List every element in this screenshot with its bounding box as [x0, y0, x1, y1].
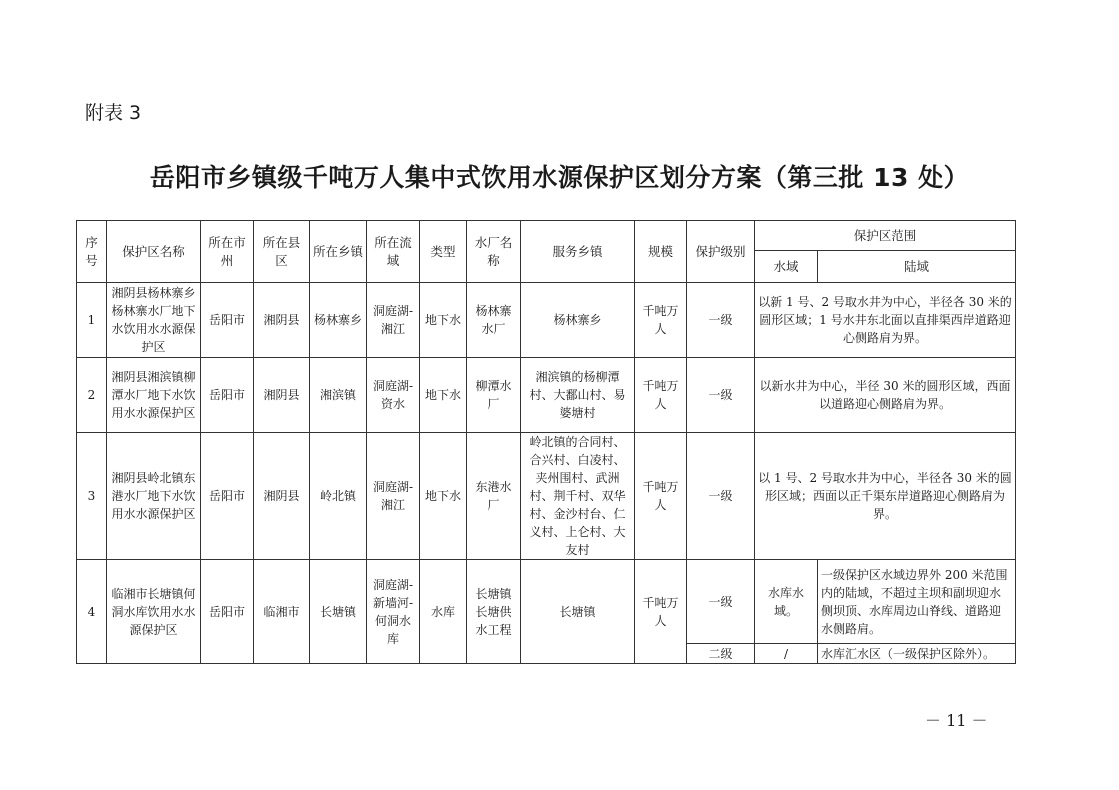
header-county: 所在县区: [254, 221, 310, 283]
cell-town: 岭北镇: [310, 433, 367, 560]
page-number: － 11 －: [925, 711, 988, 730]
cell-basin: 洞庭湖-湘江: [367, 283, 420, 358]
cell-county: 湘阴县: [254, 358, 310, 433]
cell-scale: 千吨万人: [635, 358, 687, 433]
cell-level: 一级: [687, 560, 755, 644]
cell-town: 湘滨镇: [310, 358, 367, 433]
protection-zone-table: [76, 220, 1016, 664]
cell-city: 岳阳市: [201, 283, 254, 358]
header-city: 所在市州: [201, 221, 254, 283]
header-seq: 序号: [77, 221, 107, 283]
header-row-1: [77, 221, 1016, 251]
cell-seq: 3: [77, 433, 107, 560]
cell-land: 一级保护区水域边界外 200 米范围内的陆域，不超过主坝和副坝迎水侧坝顶、水库周边山脊线、道路迎水侧路肩。: [818, 560, 1016, 644]
table-row: [77, 433, 1016, 560]
cell-county: 湘阴县: [254, 433, 310, 560]
cell-type: 地下水: [420, 283, 467, 358]
header-range: 保护区范围: [755, 221, 1016, 251]
cell-level: 二级: [687, 644, 755, 664]
cell-name: 湘阴县杨林寨乡杨林寨水厂地下水饮用水水源保护区: [107, 283, 201, 358]
cell-water: 水库水域。: [755, 560, 818, 644]
cell-scale: 千吨万人: [635, 433, 687, 560]
header-scale: 规模: [635, 221, 687, 283]
cell-basin: 洞庭湖-资水: [367, 358, 420, 433]
cell-county: 湘阴县: [254, 283, 310, 358]
header-service: 服务乡镇: [521, 221, 635, 283]
cell-range: 以 1 号、2 号取水井为中心，半径各 30 米的圆形区域；西面以正千渠东岸道路迎心侧路肩为界。: [755, 433, 1016, 560]
cell-service: 岭北镇的合同村、合兴村、白凌村、夹州围村、武洲村、荆千村、双华村、金沙村台、仁义村、上仑村、大友村: [521, 433, 635, 560]
cell-level: 一级: [687, 433, 755, 560]
header-plant: 水厂名称: [467, 221, 521, 283]
cell-scale: 千吨万人: [635, 560, 687, 664]
cell-name: 湘阴县岭北镇东港水厂地下水饮用水水源保护区: [107, 433, 201, 560]
cell-scale: 千吨万人: [635, 283, 687, 358]
cell-type: 水库: [420, 560, 467, 664]
header-town: 所在乡镇: [310, 221, 367, 283]
cell-plant: 东港水厂: [467, 433, 521, 560]
cell-service: 湘滨镇的杨柳潭村、大鄱山村、易婆塘村: [521, 358, 635, 433]
cell-service: 杨林寨乡: [521, 283, 635, 358]
cell-basin: 洞庭湖-湘江: [367, 433, 420, 560]
cell-level: 一级: [687, 358, 755, 433]
table-row: [77, 358, 1016, 433]
cell-water: /: [755, 644, 818, 664]
cell-city: 岳阳市: [201, 560, 254, 664]
cell-seq: 1: [77, 283, 107, 358]
header-type: 类型: [420, 221, 467, 283]
header-land: 陆域: [818, 251, 1016, 283]
cell-name: 临湘市长塘镇何洞水库饮用水水源保护区: [107, 560, 201, 664]
document-title: 岳阳市乡镇级千吨万人集中式饮用水源保护区划分方案（第三批 13 处）: [149, 163, 970, 192]
table-row: [77, 560, 1016, 644]
annex-label: 附表 3: [85, 102, 142, 124]
cell-level: 一级: [687, 283, 755, 358]
cell-type: 地下水: [420, 433, 467, 560]
cell-seq: 2: [77, 358, 107, 433]
cell-service: 长塘镇: [521, 560, 635, 664]
cell-county: 临湘市: [254, 560, 310, 664]
header-name: 保护区名称: [107, 221, 201, 283]
cell-type: 地下水: [420, 358, 467, 433]
cell-plant: 杨林寨水厂: [467, 283, 521, 358]
cell-seq: 4: [77, 560, 107, 664]
table-row: [77, 283, 1016, 358]
cell-basin: 洞庭湖-新墙河-何洞水库: [367, 560, 420, 664]
cell-range: 以新水井为中心，半径 30 米的圆形区域，西面以道路迎心侧路肩为界。: [755, 358, 1016, 433]
cell-plant: 柳潭水厂: [467, 358, 521, 433]
cell-town: 长塘镇: [310, 560, 367, 664]
header-level: 保护级别: [687, 221, 755, 283]
cell-city: 岳阳市: [201, 433, 254, 560]
cell-town: 杨林寨乡: [310, 283, 367, 358]
cell-city: 岳阳市: [201, 358, 254, 433]
cell-range: 以新 1 号、2 号取水井为中心，半径各 30 米的圆形区域；1 号水井东北面以直排渠西岸道路迎心侧路肩为界。: [755, 283, 1016, 358]
header-basin: 所在流域: [367, 221, 420, 283]
cell-plant: 长塘镇长塘供水工程: [467, 560, 521, 664]
header-water: 水域: [755, 251, 818, 283]
cell-land: 水库汇水区（一级保护区除外）。: [818, 644, 1016, 664]
cell-name: 湘阴县湘滨镇柳潭水厂地下水饮用水水源保护区: [107, 358, 201, 433]
